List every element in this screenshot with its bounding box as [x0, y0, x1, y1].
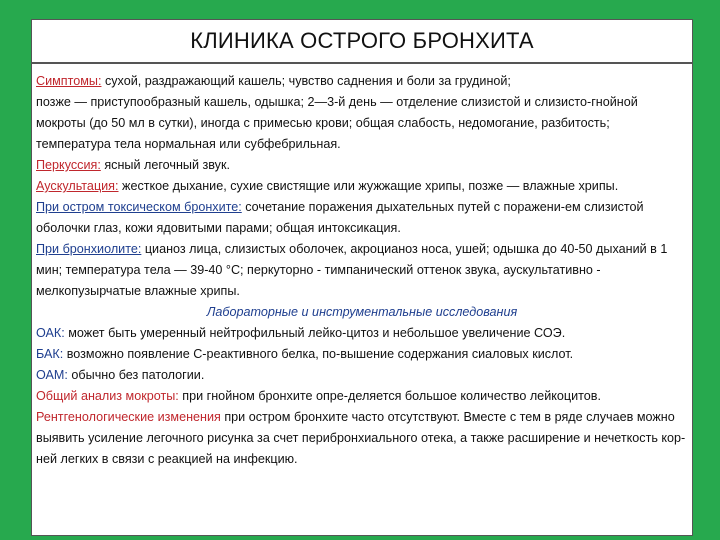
oak-paragraph [36, 323, 688, 344]
bak-text: возможно появление С-реактивного белка, по-вышение содержания сиаловых кислот. [63, 347, 574, 361]
percussion-label: Перкуссия: [36, 158, 101, 172]
auscultation-paragraph [36, 176, 688, 197]
slide [31, 19, 693, 519]
bak-paragraph [36, 344, 688, 365]
bak-label: БАК: [36, 347, 64, 361]
symptoms-label: Симптомы: [36, 74, 102, 88]
xray-paragraph [36, 407, 688, 470]
later-symptoms-text: позже — приступообразный кашель, одышка; 2—3-й день — отделение слизистой и слизисто-гнойной мокроты (до 50 мл в сутки), иногда с примесью крови; общая слабость, недомогание, разбитость; температура тела нормальная или субфебрильная. [36, 95, 638, 151]
oak-text: может быть умеренный нейтрофильный лейко-цитоз и небольшое увеличение СОЭ. [64, 326, 566, 340]
slide-title: КЛИНИКА ОСТРОГО БРОНХИТА [190, 28, 534, 53]
sputum-text: при гнойном бронхите опре-деляется большое количество лейкоцитов. [178, 389, 601, 403]
lab-studies-heading: Лабораторные и инструментальные исследования [206, 305, 518, 319]
percussion-text: ясный легочный звук. [100, 158, 230, 172]
oam-paragraph [36, 365, 688, 386]
symptoms-paragraph [36, 71, 688, 92]
oam-label: ОАМ: [36, 368, 68, 382]
sputum-label: Общий анализ мокроты: [36, 389, 179, 403]
percussion-paragraph [36, 155, 688, 176]
content-box [31, 63, 693, 536]
bronchiolitis-paragraph [36, 239, 688, 302]
symptoms-text: сухой, раздражающий кашель; чувство саднения и боли за грудиной; [101, 74, 511, 88]
later-symptoms-paragraph [36, 92, 688, 155]
auscultation-text: жесткое дыхание, сухие свистящие или жужжащие хрипы, позже — влажные хрипы. [118, 179, 619, 193]
oam-text: обычно без патологии. [67, 368, 205, 382]
toxic-bronchitis-text: сочетание поражения дыхательных путей с поражени-ем слизистой оболочки глаз, кожи ядовитыми парами; общая интоксикация. [36, 200, 644, 235]
bronchiolitis-label: При бронхиолите: [36, 242, 142, 256]
toxic-bronchitis-paragraph [36, 197, 688, 239]
toxic-bronchitis-label: При остром токсическом бронхите: [36, 200, 242, 214]
title-box [31, 19, 693, 63]
xray-label: Рентгенологические изменения [36, 410, 221, 424]
auscultation-label: Аускультация: [36, 179, 119, 193]
oak-label: ОАК: [36, 326, 65, 340]
bronchiolitis-text: цианоз лица, слизистых оболочек, акроцианоз носа, ушей; одышка до 40-50 дыханий в 1 мин; температура тела — 39-40 °С; перкуторно - тимпанический оттенок звука, аускультативно - мелкопузырчатые влажные хрипы. [36, 242, 668, 298]
sputum-paragraph [36, 386, 688, 407]
xray-text: при остром бронхите часто отсутствуют. Вместе с тем в ряде случаев можно выявить усиление легочного рисунка за счет перибронхиального отека, а также расширение и нечеткость кор-ней легких в связи с реакцией на инфекцию. [36, 410, 686, 466]
